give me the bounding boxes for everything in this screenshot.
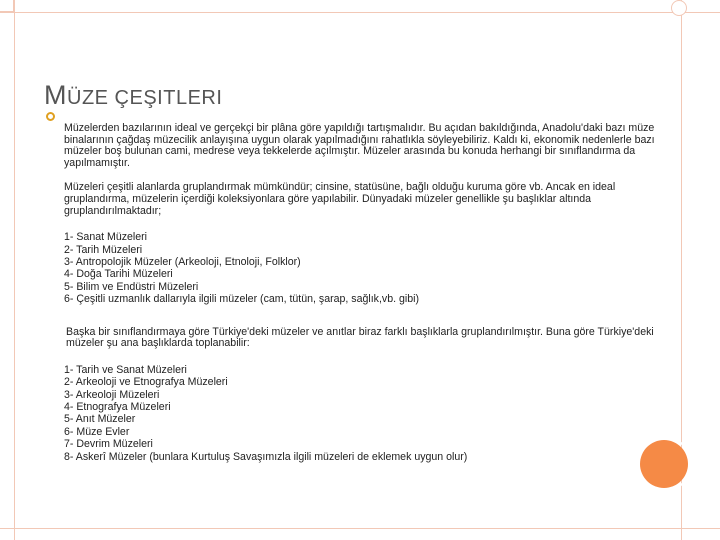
paragraph-3: Başka bir sınıflandırmaya göre Türkiye'deki müzeler ve anıtlar biraz farklı başlıklarla gruplandırılmıştır. Buna göre Türkiye'deki müzeler şu ana başlıklarda toplanabilir: bbox=[66, 325, 654, 350]
list-item: 7- Devrim Müzeleri bbox=[64, 438, 153, 451]
frame-corner bbox=[0, 0, 14, 12]
list-item: 5- Anıt Müzeler bbox=[64, 413, 136, 426]
list-item: 3- Arkeoloji Müzeleri bbox=[64, 388, 160, 401]
title-first-letter: M bbox=[44, 80, 67, 110]
list-item: 2- Arkeoloji ve Etnografya Müzeleri bbox=[64, 376, 228, 389]
list-item: 1- Tarih ve Sanat Müzeleri bbox=[64, 363, 187, 376]
museum-types-list bbox=[64, 231, 664, 305]
slide-body bbox=[64, 123, 664, 463]
frame-top-line bbox=[0, 12, 720, 13]
frame-bottom-line bbox=[0, 528, 720, 529]
list-item: 5- Bilim ve Endüstri Müzeleri bbox=[64, 280, 199, 293]
list-item: 1- Sanat Müzeleri bbox=[64, 231, 148, 244]
bullet-icon bbox=[46, 112, 55, 121]
list-item: 4- Etnografya Müzeleri bbox=[64, 401, 171, 413]
list-item: 8- Askerî Müzeler (bunlara Kurtuluş Savaşımızla ilgili müzeleri de eklemek uygun olur) bbox=[64, 450, 468, 463]
list-item: 6- Çeşitli uzmanlık dallarıyla ilgili müzeler (cam, tütün, şarap, sağlık,vb. gibi) bbox=[64, 293, 420, 306]
list-item: 2- Tarih Müzeleri bbox=[64, 243, 143, 256]
turkey-museum-types-list bbox=[64, 364, 664, 463]
decorative-circle-outline bbox=[671, 0, 687, 16]
paragraph-2: Müzeleri çeşitli alanlarda gruplandırmak mümkündür; cinsine, statüsüne, bağlı olduğu kuruma göre vb. Ancak en ideal gruplandırma, müzelerin içerdiği koleksiyonlara göre yapılabilir. Dünyadaki müzeler genellikle şu başlıklar altında gruplandırılmaktadır; bbox=[64, 181, 616, 217]
list-item: 3- Antropolojik Müzeler (Arkeoloji, Etnoloji, Folklor) bbox=[64, 255, 301, 268]
frame-left-line bbox=[14, 0, 15, 540]
title-rest: ÜZE ÇEŞITLERI bbox=[67, 87, 223, 109]
paragraph-1: Müzelerden bazılarının ideal ve gerçekçi bir plâna göre yapıldığı tartışmalıdır. Bu açıdan bakıldığında, Anadolu'daki bazı müze binalarının çağdaş müzecilik anlayışına uygun olarak yapılmadığını rahatlıkla söyleyebiliriz. Kaldı ki, ekonomik nedenlerle bazı müzeler boş bulunan cami, medrese veya tekkelerde açılmıştır. Müzeler arasında bu konuda herhangi bir sınıflandırma da yapılmamıştır. bbox=[64, 122, 655, 169]
slide-title bbox=[44, 80, 222, 111]
list-item: 4- Doğa Tarihi Müzeleri bbox=[64, 268, 173, 281]
list-item: 6- Müze Evler bbox=[64, 425, 130, 438]
